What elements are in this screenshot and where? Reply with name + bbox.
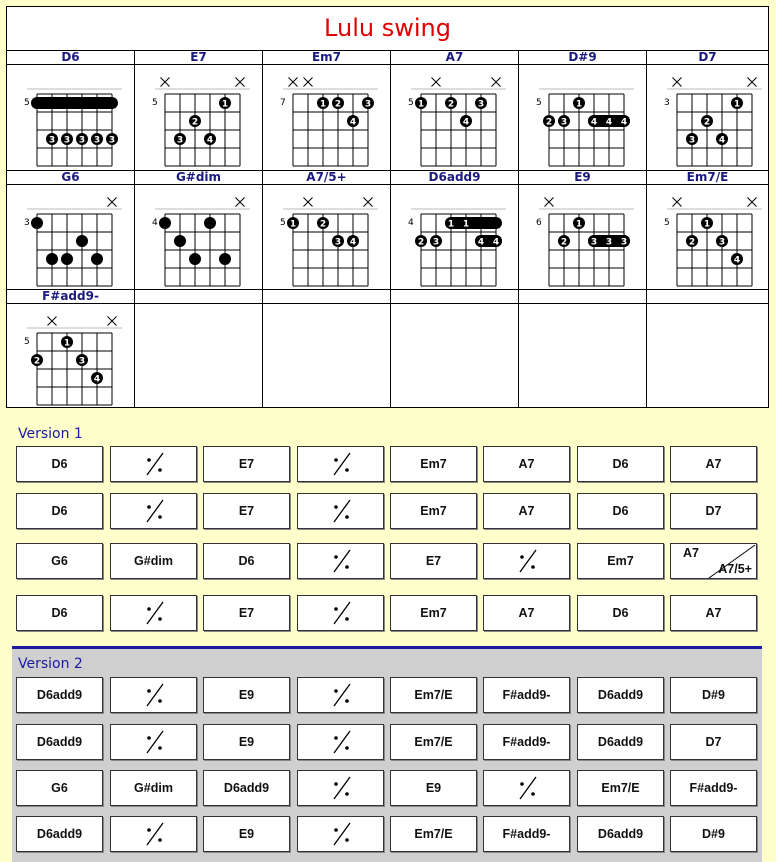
finger-number: 1 — [417, 99, 425, 110]
finger-number: 4 — [349, 117, 357, 128]
finger-dot — [76, 235, 88, 247]
bar-cell: D6add9 — [16, 816, 103, 852]
chord-cell — [135, 289, 263, 407]
bar-cell: Em7/E — [390, 724, 477, 760]
finger-number: 2 — [319, 219, 327, 230]
repeat-bar — [110, 724, 197, 760]
chord-cell — [7, 170, 135, 289]
finger-dot — [61, 253, 73, 265]
bar-cell: Em7 — [577, 543, 664, 579]
bar-cell: D6add9 — [577, 677, 664, 713]
finger-number: 3 — [364, 99, 372, 110]
chord-diagram — [135, 65, 263, 170]
chord-diagram — [7, 65, 135, 170]
bar-cell: G#dim — [110, 770, 197, 806]
finger-number: 1 — [733, 99, 741, 110]
finger-number: 3 — [63, 135, 71, 146]
chord-name: Em7 — [263, 50, 390, 65]
finger-number: 1 — [703, 219, 711, 230]
chord-chart-table — [6, 6, 769, 408]
finger-number: 4 — [718, 135, 726, 146]
bar-cell: D6 — [203, 543, 290, 579]
chord-diagram — [135, 185, 263, 289]
bar-cell: G6 — [16, 543, 103, 579]
finger-number: 3 — [477, 99, 485, 110]
finger-dot — [219, 253, 231, 265]
chord-name: G#dim — [135, 170, 262, 185]
chord-cell — [519, 289, 647, 407]
chord-cell — [647, 50, 768, 170]
repeat-sign-icon — [141, 451, 167, 477]
repeat-sign-icon — [328, 682, 354, 708]
finger-number: 3 — [48, 135, 56, 146]
finger-number: 4 — [492, 237, 500, 248]
chord-diagram — [647, 65, 768, 170]
barre-bar — [31, 97, 118, 109]
fret-number: 5 — [152, 98, 158, 108]
chord-cell — [263, 289, 391, 407]
chord-cell — [647, 170, 768, 289]
fret-number: 4 — [152, 218, 158, 228]
finger-number: 3 — [560, 117, 568, 128]
fret-number: 4 — [408, 218, 414, 228]
bar-cell: E9 — [390, 770, 477, 806]
bar-cell: D7 — [670, 493, 757, 529]
fret-number: 7 — [280, 98, 286, 108]
finger-dot — [91, 253, 103, 265]
chord-cell — [263, 170, 391, 289]
chord-name: E7 — [135, 50, 262, 65]
chord-cell — [7, 289, 135, 407]
bar-cell: E7 — [203, 493, 290, 529]
bar-cell: D6 — [577, 446, 664, 482]
bar-cell: F#add9- — [483, 816, 570, 852]
song-title: Lulu swing — [7, 7, 768, 51]
bar-cell: G6 — [16, 770, 103, 806]
bar-cell: D6 — [16, 446, 103, 482]
repeat-sign-icon — [141, 821, 167, 847]
bar-cell: E7 — [203, 446, 290, 482]
repeat-sign-icon — [328, 548, 354, 574]
version-1-title: Version 1 — [18, 426, 83, 442]
chord-cell — [519, 50, 647, 170]
finger-dot — [204, 217, 216, 229]
finger-number: 3 — [176, 135, 184, 146]
finger-dot — [31, 217, 43, 229]
finger-number: 2 — [560, 237, 568, 248]
repeat-bar — [110, 677, 197, 713]
finger-number: 3 — [78, 135, 86, 146]
bar-cell: A7 — [670, 595, 757, 631]
split-bar — [670, 543, 757, 579]
chord-diagram — [519, 185, 647, 289]
finger-number: 4 — [477, 237, 485, 248]
bar-cell: E9 — [203, 816, 290, 852]
finger-dot — [159, 217, 171, 229]
finger-number: 3 — [93, 135, 101, 146]
chord-name: A7/5+ — [263, 170, 390, 185]
split-chord-second: A7/5+ — [718, 562, 752, 576]
finger-number: 4 — [462, 117, 470, 128]
chord-diagram — [263, 65, 391, 170]
finger-number: 1 — [63, 338, 71, 349]
finger-dot — [189, 253, 201, 265]
finger-number: 4 — [93, 374, 101, 385]
chord-name: D6add9 — [391, 170, 518, 185]
repeat-bar — [297, 677, 384, 713]
bar-cell: Em7/E — [577, 770, 664, 806]
finger-number: 4 — [349, 237, 357, 248]
bar-cell: D6 — [577, 493, 664, 529]
chord-diagram — [391, 65, 519, 170]
finger-number: 2 — [191, 117, 199, 128]
repeat-sign-icon — [328, 498, 354, 524]
repeat-bar — [297, 595, 384, 631]
bar-cell: F#add9- — [670, 770, 757, 806]
fret-number: 5 — [664, 218, 670, 228]
bar-cell: A7 — [670, 446, 757, 482]
repeat-bar — [297, 724, 384, 760]
finger-number: 3 — [334, 237, 342, 248]
bar-cell: G#dim — [110, 543, 197, 579]
finger-dot — [46, 253, 58, 265]
repeat-sign-icon — [141, 729, 167, 755]
bar-cell: D6add9 — [203, 770, 290, 806]
repeat-sign-icon — [514, 775, 540, 801]
chord-name: D7 — [647, 50, 768, 65]
bar-cell: Em7/E — [390, 816, 477, 852]
bar-cell: D6 — [577, 595, 664, 631]
fret-number: 5 — [24, 98, 30, 108]
fret-number: 5 — [536, 98, 542, 108]
bar-cell: Em7/E — [390, 677, 477, 713]
chord-cell — [135, 50, 263, 170]
split-chord-first: A7 — [683, 546, 699, 560]
bar-cell: A7 — [483, 446, 570, 482]
repeat-bar — [297, 493, 384, 529]
finger-number: 4 — [590, 117, 598, 128]
bar-cell: E7 — [390, 543, 477, 579]
chord-name — [647, 289, 768, 304]
repeat-bar — [110, 816, 197, 852]
chord-cell — [519, 170, 647, 289]
chord-name — [263, 289, 390, 304]
repeat-bar — [483, 543, 570, 579]
finger-number: 2 — [447, 99, 455, 110]
bar-cell: E9 — [203, 677, 290, 713]
finger-number: 4 — [605, 117, 613, 128]
finger-number: 4 — [206, 135, 214, 146]
repeat-bar — [297, 816, 384, 852]
finger-number: 3 — [78, 356, 86, 367]
repeat-sign-icon — [328, 775, 354, 801]
finger-number: 3 — [108, 135, 116, 146]
bar-cell: D7 — [670, 724, 757, 760]
repeat-bar — [110, 446, 197, 482]
bar-cell: D6add9 — [16, 677, 103, 713]
chord-name: A7 — [391, 50, 518, 65]
chord-diagram — [391, 185, 519, 289]
repeat-sign-icon — [328, 821, 354, 847]
finger-number: 1 — [319, 99, 327, 110]
bar-cell: D6 — [16, 595, 103, 631]
chord-cell — [135, 170, 263, 289]
finger-number: 1 — [447, 219, 455, 230]
bar-cell: D6add9 — [16, 724, 103, 760]
bar-cell: A7 — [483, 493, 570, 529]
chord-name: D6 — [7, 50, 134, 65]
bar-cell: D6 — [16, 493, 103, 529]
repeat-bar — [297, 770, 384, 806]
repeat-bar — [483, 770, 570, 806]
chord-cell — [391, 289, 519, 407]
chord-cell — [7, 50, 135, 170]
bar-cell: E9 — [203, 724, 290, 760]
repeat-sign-icon — [141, 498, 167, 524]
chord-name: E9 — [519, 170, 646, 185]
chord-cell — [391, 50, 519, 170]
bar-cell: A7 — [483, 595, 570, 631]
finger-number: 3 — [688, 135, 696, 146]
fret-number: 5 — [408, 98, 414, 108]
repeat-bar — [297, 543, 384, 579]
finger-number: 3 — [432, 237, 440, 248]
chord-cell — [391, 170, 519, 289]
finger-dot — [174, 235, 186, 247]
bar-cell: E7 — [203, 595, 290, 631]
repeat-sign-icon — [328, 729, 354, 755]
fret-number: 5 — [280, 218, 286, 228]
repeat-bar — [110, 595, 197, 631]
chord-name — [519, 289, 646, 304]
finger-number: 1 — [221, 99, 229, 110]
repeat-bar — [110, 493, 197, 529]
chord-diagram — [7, 185, 135, 289]
finger-number: 1 — [575, 99, 583, 110]
bar-cell: Em7 — [390, 446, 477, 482]
finger-number: 2 — [33, 356, 41, 367]
fret-number: 5 — [24, 337, 30, 347]
repeat-sign-icon — [514, 548, 540, 574]
bar-cell: Em7 — [390, 493, 477, 529]
version-2-title: Version 2 — [18, 656, 83, 672]
finger-number: 2 — [703, 117, 711, 128]
repeat-bar — [297, 446, 384, 482]
chord-name — [391, 289, 518, 304]
repeat-sign-icon — [328, 600, 354, 626]
bar-cell: Em7 — [390, 595, 477, 631]
chord-name: Em7/E — [647, 170, 768, 185]
chord-name — [135, 289, 262, 304]
chord-diagram — [647, 185, 768, 289]
chord-name: D#9 — [519, 50, 646, 65]
bar-cell: F#add9- — [483, 724, 570, 760]
bar-cell: D#9 — [670, 677, 757, 713]
chord-diagram — [7, 304, 135, 407]
repeat-sign-icon — [328, 451, 354, 477]
chord-cell — [263, 50, 391, 170]
finger-number: 2 — [688, 237, 696, 248]
finger-number: 3 — [620, 237, 628, 248]
finger-number: 1 — [289, 219, 297, 230]
finger-number: 2 — [545, 117, 553, 128]
finger-number: 4 — [733, 255, 741, 266]
finger-number: 2 — [334, 99, 342, 110]
fret-number: 3 — [664, 98, 670, 108]
finger-number: 1 — [462, 219, 470, 230]
repeat-sign-icon — [141, 600, 167, 626]
repeat-sign-icon — [141, 682, 167, 708]
bar-cell: D6add9 — [577, 724, 664, 760]
chord-cell — [647, 289, 768, 407]
chord-diagram — [263, 185, 391, 289]
bar-cell: F#add9- — [483, 677, 570, 713]
finger-number: 3 — [605, 237, 613, 248]
finger-number: 3 — [590, 237, 598, 248]
bar-cell: D#9 — [670, 816, 757, 852]
chord-diagram — [519, 65, 647, 170]
fret-number: 3 — [24, 218, 30, 228]
bar-cell: D6add9 — [577, 816, 664, 852]
finger-number: 2 — [417, 237, 425, 248]
finger-number: 1 — [575, 219, 583, 230]
finger-number: 4 — [620, 117, 628, 128]
chord-name: G6 — [7, 170, 134, 185]
finger-number: 3 — [718, 237, 726, 248]
chord-name: F#add9- — [7, 289, 134, 304]
fret-number: 6 — [536, 218, 542, 228]
